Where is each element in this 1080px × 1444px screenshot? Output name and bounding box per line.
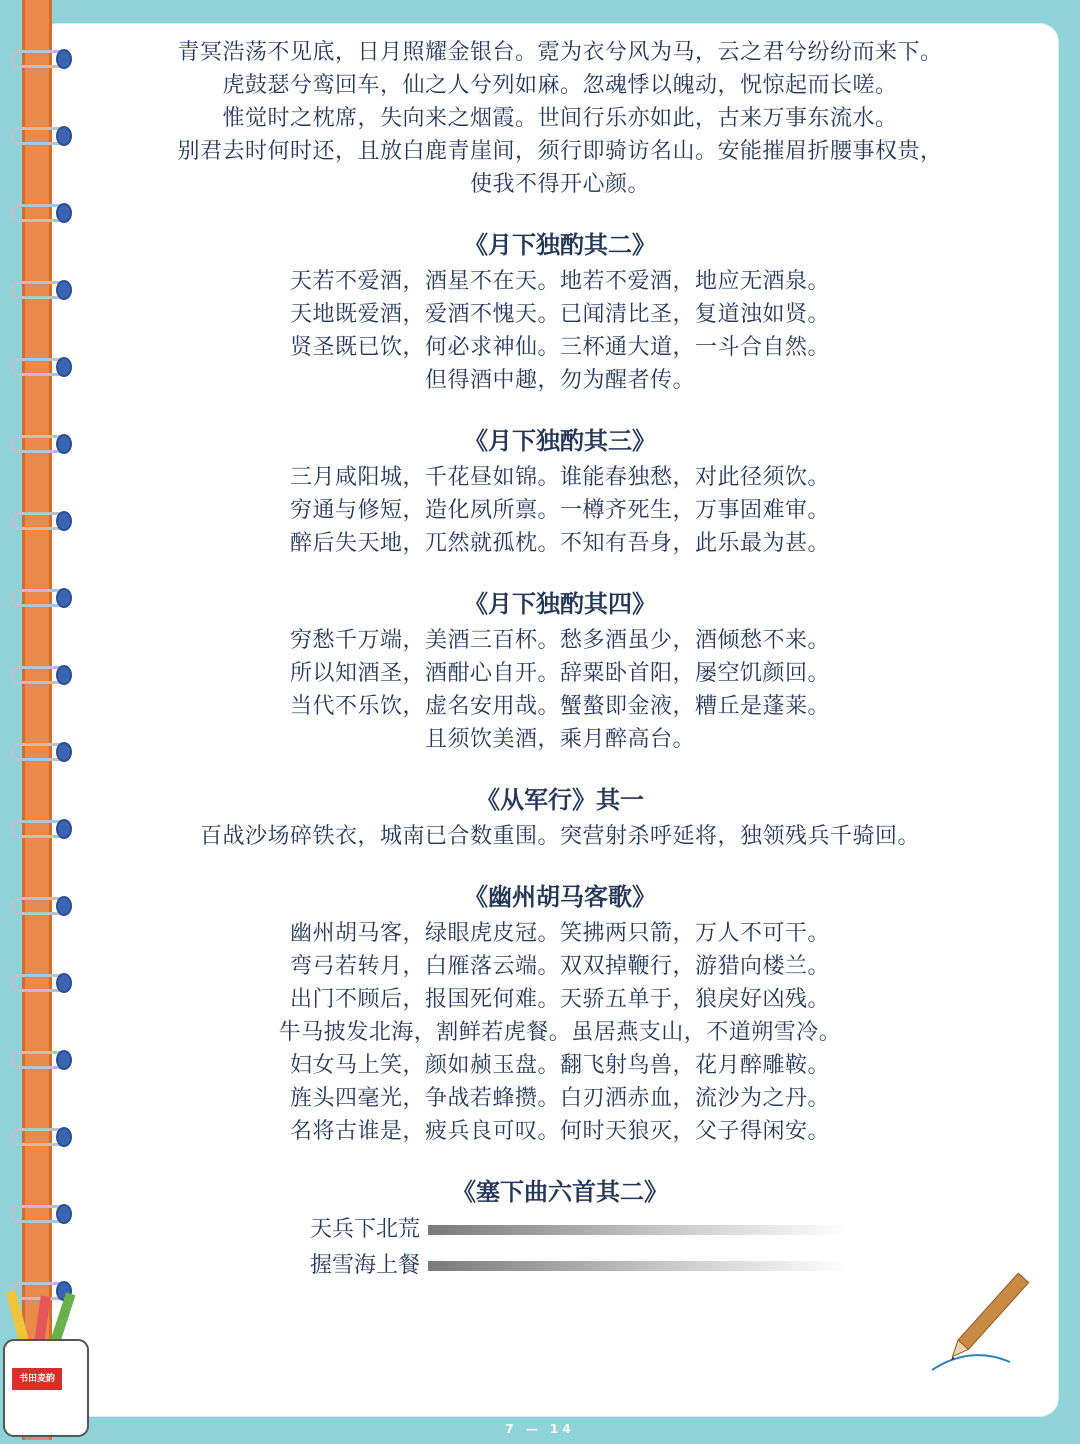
- verse-line: 妇女马上笑，颜如赪玉盘。翻飞射鸟兽，花月醉雕鞍。: [289, 1053, 830, 1078]
- poem-title: 《月下独酌其四》: [464, 590, 656, 618]
- pencil-cup: [0, 1290, 100, 1440]
- verse-line: 天若不爱酒，酒星不在天。地若不爱酒，地应无酒泉。: [289, 269, 830, 294]
- intro-line: 别君去时何时还，且放白鹿青崖间，须行即骑访名山。安能摧眉折腰事权贵，: [177, 139, 943, 164]
- poem-section: [60, 584, 1060, 756]
- verse-line: 当代不乐饮，虚名安用哉。蟹螯即金液，糟丘是蓬莱。: [289, 694, 830, 719]
- fill-in-line: [60, 1248, 1060, 1284]
- fill-in-line: [60, 1212, 1060, 1248]
- poem-section: [60, 780, 1060, 853]
- page-number: 7 — 14: [505, 1422, 575, 1436]
- intro-line: 青冥浩荡不见底，日月照耀金银台。霓为衣兮风为马，云之君兮纷纷而来下。: [177, 40, 943, 65]
- verse-line: 百战沙场碎铁衣，城南已合数重围。突营射杀呼延将，独领残兵千骑回。: [199, 824, 920, 849]
- verse-line: 天兵下北荒: [310, 1217, 421, 1242]
- pencil-cup-icon: [0, 1290, 100, 1440]
- poem-section: [60, 877, 1060, 1148]
- intro-line: 惟觉时之枕席，失向来之烟霞。世间行乐亦如此，古来万事东流水。: [222, 106, 898, 131]
- intro-line: 使我不得开心颜。: [469, 172, 650, 197]
- pencil-icon: [930, 1250, 1050, 1380]
- intro-block: [60, 36, 1060, 201]
- poem-title: 《幽州胡马客歌》: [464, 883, 656, 911]
- poem-title: 《月下独酌其三》: [464, 427, 656, 455]
- verse-line: 出门不顾后，报国死何难。天骄五单于，狼戾好凶残。: [289, 987, 830, 1012]
- poem-title: 《从军行》其一: [476, 786, 644, 814]
- verse-line: 贤圣既已饮，何必求神仙。三杯通大道，一斗合自然。: [289, 335, 830, 360]
- verse-line: 醉后失天地，兀然就孤枕。不知有吾身，此乐最为甚。: [289, 531, 830, 556]
- poem-section: [60, 1172, 1060, 1284]
- poem-title: 《塞下曲六首其二》: [452, 1178, 668, 1206]
- answer-blank: [428, 1261, 848, 1271]
- verse-line: 三月咸阳城，千花昼如锦。谁能春独愁，对此径须饮。: [289, 465, 830, 490]
- verse-line: 弯弓若转月，白雁落云端。双双掉鞭行，游猎向楼兰。: [289, 954, 830, 979]
- verse-line: 名将古谁是，疲兵良可叹。何时天狼灭，父子得闲安。: [289, 1119, 830, 1144]
- verse-line: 穷通与修短，造化夙所禀。一樽齐死生，万事固难审。: [289, 498, 830, 523]
- verse-line: 幽州胡马客，绿眼虎皮冠。笑拂两只箭，万人不可干。: [289, 921, 830, 946]
- verse-line: 但得酒中趣，勿为醒者传。: [424, 368, 695, 393]
- verse-line: 所以知酒圣，酒酣心自开。辞粟卧首阳，屡空饥颜回。: [289, 661, 830, 686]
- verse-line: 牛马披发北海，割鲜若虎餐。虽居燕支山，不道朔雪冷。: [278, 1020, 842, 1045]
- poem-title: 《月下独酌其二》: [464, 231, 656, 259]
- verse-line: 穷愁千万端，美酒三百杯。愁多酒虽少，酒倾愁不来。: [289, 628, 830, 653]
- poem-section: [60, 225, 1060, 397]
- verse-line: 旌头四毫光，争战若蜂攒。白刃洒赤血，流沙为之丹。: [289, 1086, 830, 1111]
- verse-line: 握雪海上餐: [310, 1253, 421, 1278]
- cup-label: 书田麦韵: [18, 1374, 55, 1384]
- poem-content: [60, 36, 1060, 1284]
- verse-line: 且须饮美酒，乘月醉高台。: [424, 727, 695, 752]
- verse-line: 天地既爱酒，爱酒不愧天。已闻清比圣，复道浊如贤。: [289, 302, 830, 327]
- intro-line: 虎鼓瑟兮鸾回车，仙之人兮列如麻。忽魂悸以魄动，怳惊起而长嗟。: [222, 73, 898, 98]
- poem-section: [60, 421, 1060, 560]
- answer-blank: [428, 1225, 848, 1235]
